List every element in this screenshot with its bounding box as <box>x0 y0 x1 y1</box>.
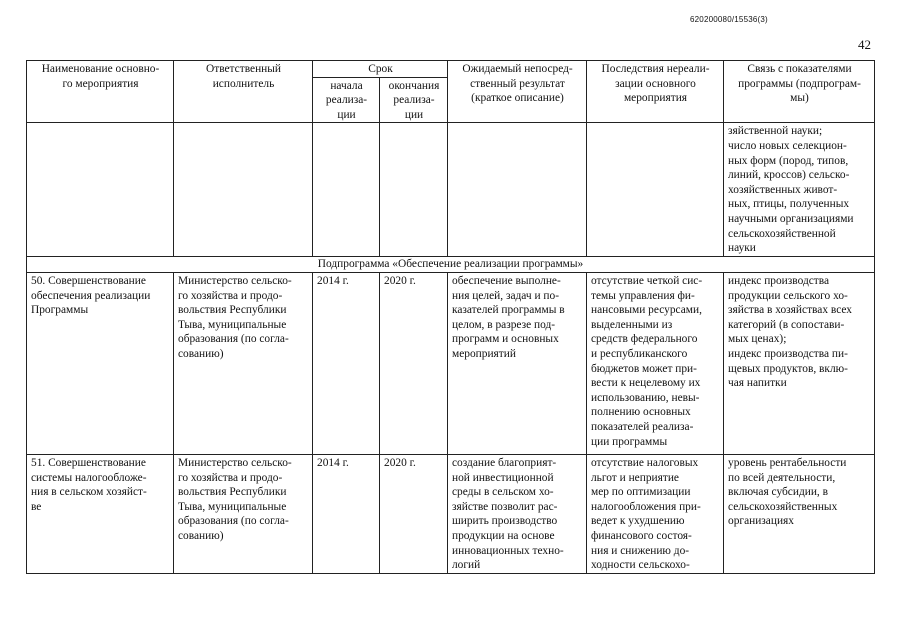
cell-start: 2014 г. <box>313 454 380 573</box>
header-name: Наименование основно- го мероприятия <box>27 61 174 123</box>
cell-name: 50. Совершенствование обеспечения реализации Программы <box>27 272 174 454</box>
cell-result: обеспечение выполне- ния целей, задач и по- казателей программы в целом, в разрезе под- программ и основных мероприятий <box>448 272 587 454</box>
header-start: начала реализа- ции <box>313 77 380 123</box>
header-consequences: Последствия нереали- зации основного мероприятия <box>587 61 724 123</box>
cell-indicators: уровень рентабельности по всей деятельности, включая субсидии, в сельскохозяйственных организациях <box>724 454 875 573</box>
cell-consequences: отсутствие налоговых льгот и неприятие мер по оптимизации налогообложения при- ведет к ухудшению финансового состоя- ния и снижению до- ходности сельскохо- <box>587 454 724 573</box>
cell-empty <box>380 123 448 257</box>
cell-end: 2020 г. <box>380 454 448 573</box>
measures-table <box>26 60 875 574</box>
header-result: Ожидаемый непосред- ственный результат (краткое описание) <box>448 61 587 123</box>
cell-empty <box>27 123 174 257</box>
table-row <box>27 454 875 573</box>
cell-end: 2020 г. <box>380 272 448 454</box>
header-executor: Ответственный исполнитель <box>174 61 313 123</box>
cell-indicators: индекс производства продукции сельского хо- зяйства в хозяйствах всех категорий (в сопостави- мых ценах); индекс производства пи- щевых продуктов, вклю- чая напитки <box>724 272 875 454</box>
cell-name: 51. Совершенствование системы налогообложе- ния в сельском хозяйст- ве <box>27 454 174 573</box>
cell-empty <box>313 123 380 257</box>
header-end: окончания реализа- ции <box>380 77 448 123</box>
header-indicators: Связь с показателями программы (подпрограм- мы) <box>724 61 875 123</box>
cell-executor: Министерство сельско- го хозяйства и продо- вольствия Республики Тыва, муниципальные образования (по согла- сованию) <box>174 454 313 573</box>
cell-empty <box>448 123 587 257</box>
table-row-continuation <box>27 123 875 257</box>
cell-empty <box>174 123 313 257</box>
cell-empty <box>587 123 724 257</box>
cell-start: 2014 г. <box>313 272 380 454</box>
cell-consequences: отсутствие четкой сис- темы управления фи- нансовыми ресурсами, выделенными из средств федерального и республиканского бюджетов может при- вести к нецелевому их использованию, невы- полнению основных показателей реализа- ции программы <box>587 272 724 454</box>
header-term: Срок <box>313 61 448 78</box>
cell-indicators-continuation: зяйственной науки; число новых селекцион- ных форм (пород, типов, линий, кроссов) сельско- хозяйственных живот- ных, птицы, полученных научными организациями сельскохозяйственной науки <box>724 123 875 257</box>
subprogram-title: Подпрограмма «Обеспечение реализации программы» <box>27 257 875 273</box>
cell-result: создание благоприят- ной инвестиционной среды в сельском хо- зяйстве позволит рас- ширить производство продукции на основе инновационных техно- логий <box>448 454 587 573</box>
page-number: 42 <box>858 37 871 52</box>
table-row <box>27 272 875 454</box>
cell-executor: Министерство сельско- го хозяйства и продо- вольствия Республики Тыва, муниципальные образования (по согла- сованию) <box>174 272 313 454</box>
document-id: 620200080/15536(3) <box>690 15 768 24</box>
